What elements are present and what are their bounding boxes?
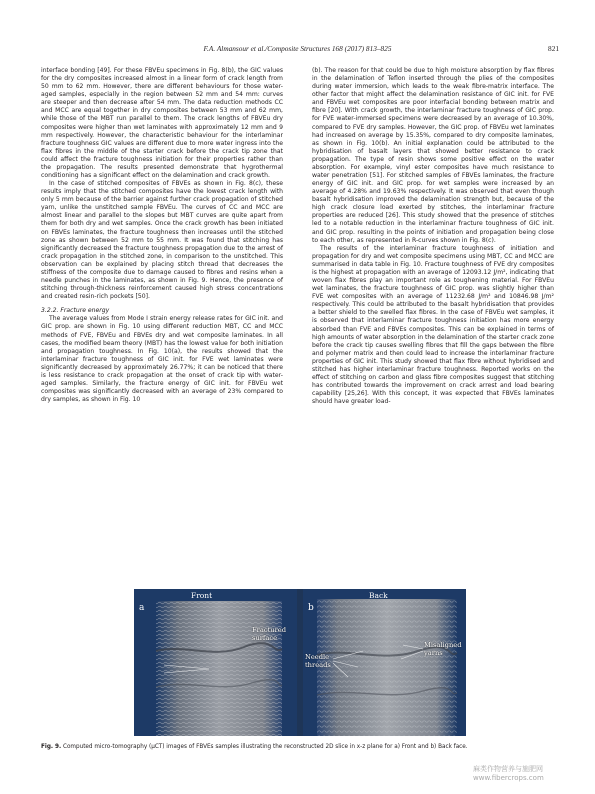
watermark bbox=[473, 765, 544, 783]
left-paragraph-1: interface bonding [49]. For these FBVEu specimens in Fig. 8(b), the GIC values for the dry composites increased almost in a linear form of crack length from 50 mm to 62 mm. However, there are different behaviours for those water-aged samples, especially in the region between 52 mm and 54 mm: curves are steeper and then decrease after 54 mm. The data reduction methods CC and MCC are equal together in dry composites between 53 mm and 62 mm, while those of the MBT run parallel to them. The crack lengths of FBVEu dry composites were higher than wet laminates with approximately 12 mm and 9 mm respectively. However, the characteristic behaviour for the interlaminar fracture toughness GIC values are different due to more water ingress into the flax fibres in the middle of the starter crack before the crack tip zone that could affect the fracture toughness initiation for their properties rather than the propagation. The results presented demonstrate that hygrothermal conditioning has a significant effect on the delamination and crack growth. bbox=[41, 67, 283, 180]
panel-title-front: Front bbox=[191, 591, 213, 600]
annotation-misaligned-yarns: Misaligned yarns bbox=[424, 641, 462, 657]
figure-9 bbox=[134, 589, 466, 736]
annotation-fractured-surface: Fractured surface bbox=[252, 626, 286, 642]
watermark-line-2: www.fibercrops.com bbox=[473, 774, 544, 782]
panel-letter-a: a bbox=[139, 603, 145, 613]
right-paragraph-1: (b). The reason for that could be due to high moisture absorption by flax fibres in the delamination of Teflon inserted through the plies of the composites during water immersion, which leads to the weak fibre-matrix interface. The other factor that might affect the delamination resistance of GIC init. for FVE and FBVEu wet composites are poor interfacial bonding between matrix and fibre [20]. With crack growth, the interlaminar fracture toughness of GIC prop. for FVE water-immersed specimens were decreased by an average of 10.30%, compared to FVE dry samples. However, the GIC prop. of FBVEu wet laminates had increased on average by 15.35%, compared to dry composite laminates, as shown in Fig. 10(b). An initial explanation could be attributed to the hybridisation of basalt layers that showed better resistance to crack propagation. The type of resin shows some positive effect on the water absorption. For example, vinyl ester composites have much resistance to water penetration [51]. For stitched samples of FBVEs laminates, the fracture energy of GIC init. and GIC prop. for wet samples were increased by an average of 4.28% and 19.63% respectively. It was observed that even though basalt hybridisation improved the delamination strength but, because of the high crack closure load exerted by stitches, the interlaminar fracture properties are reduced [26]. This study showed that the presence of stitches led to a notable reduction in the interlaminar fracture toughness of GIC init. and GIC prop. resulting in the points of initiation and propagation being close to each other, as represented in R-curves shown in Fig. 8(c). bbox=[312, 67, 554, 244]
annotation-needle-threads: Needle threads bbox=[305, 653, 331, 669]
figure-panel-front bbox=[134, 589, 297, 736]
right-paragraph-2: The results of the interlaminar fracture toughness of initiation and propagation for dry and wet composite specimens using MBT, CC and MCC are summarised in data table in Fig. 10. Fracture toughness of FVE dry composites is the highest at propagation with an average of 12093.12 J/m², indicating that woven flax fibres play an important role as toughening material. For FBVEu wet laminates, the fracture toughness of GIC prop. was slightly higher than FVE wet composites with an average of 11232.68 J/m² and 10846.98 J/m² respectively. This could be attributed to the basalt hybridisation that provides a better shield to the swelled flax fibres. In the case of FBVEu wet samples, it is observed that interlaminar fracture toughness initiation has more energy absorbed than FVE and FBVEs composites. This can be explained in terms of high amounts of water absorption in the delamination of the starter crack zone before the crack tip causes swelling fibres that fill the gaps between the fibre and polymer matrix and then could lead to increase the interlaminar fracture properties of GIC init. This study showed that flax fibre without hybridised and stitched has higher interlaminar fracture toughness. Reported works on the effect of stitching on carbon and glass fibre composites suggest that stitching has contributed towards the improvement on crack arrest and load bearing capability [25,26]. With this concept, it was expected that FBVEs laminates should have greater load- bbox=[312, 244, 554, 406]
figure-caption bbox=[41, 744, 556, 750]
ct-slice-front-image bbox=[134, 589, 297, 736]
figure-panel-back bbox=[303, 589, 466, 736]
caption-label: Fig. 9. bbox=[41, 744, 62, 750]
right-column bbox=[312, 67, 554, 406]
panel-title-back: Back bbox=[369, 591, 388, 600]
left-paragraph-3: The average values from Mode I strain energy release rates for GIC init. and GIC prop. are shown in Fig. 10 using different reduction MBT, CC and MCC methods of FVE, FBVEu and FBVEs dry and wet composite laminates. In all cases, the modified beam theory (MBT) has the lowest value for both initiation and propagation toughness. In Fig. 10(a), the results showed that the interlaminar fracture toughness of GIC init. for FVE wet laminates were significantly decreased by approximately 26.77%; it can be noticed that there is less resistance to crack propagation at the onset of crack tip with water-aged samples. Similarly, the fracture energy of GIC init. for FBVEu wet composites was significantly decreased with an average of 23% compared to dry samples, as shown in Fig. 10 bbox=[41, 315, 283, 404]
page-number: 821 bbox=[548, 44, 559, 53]
left-paragraph-2: In the case of stitched composites of FBVEs as shown in Fig. 8(c), these results imply that the stitched composites have the lowest crack length with only 5 mm because of the barrier against further crack propagation of stitched yarn, unlike the unstitched sample FBVEu. The curves of CC and MCC are almost linear and parallel to the slopes but MBT curves are quite apart from them for both dry and wet samples. Once the crack growth has been initiated on FBVEs laminates, the fracture toughness then increases until the stitched zone as shown between 52 mm to 55 mm. It was found that stitching has significantly decreased the fracture toughness propagation due to the arrest of crack propagation in the stitched zone, in comparison to the unstitched. This observation can be explained by placing stitch thread that decreases the stiffness of the composite due to damage caused to fibres and resins when a needle punches in the laminates, as shown in Fig. 9. Hence, the presence of stitching through-thickness reinforcement caused high stress concentrations and created resin-rich pockets [50]. bbox=[41, 180, 283, 301]
caption-text: Computed micro-tomography (μCT) images of FBVEs samples illustrating the reconstructed 2D slice in x-z plane for a) Front and b) Back face. bbox=[62, 744, 468, 750]
section-subheading: 3.2.2. Fracture energy bbox=[41, 307, 110, 315]
panel-letter-b: b bbox=[308, 603, 314, 613]
left-column bbox=[41, 67, 283, 404]
running-title: F.A. Almansour et al./Composite Structures 168 (2017) 813–825 bbox=[203, 44, 392, 53]
watermark-line-1: 麻类作物营养与施肥网 bbox=[473, 765, 543, 773]
